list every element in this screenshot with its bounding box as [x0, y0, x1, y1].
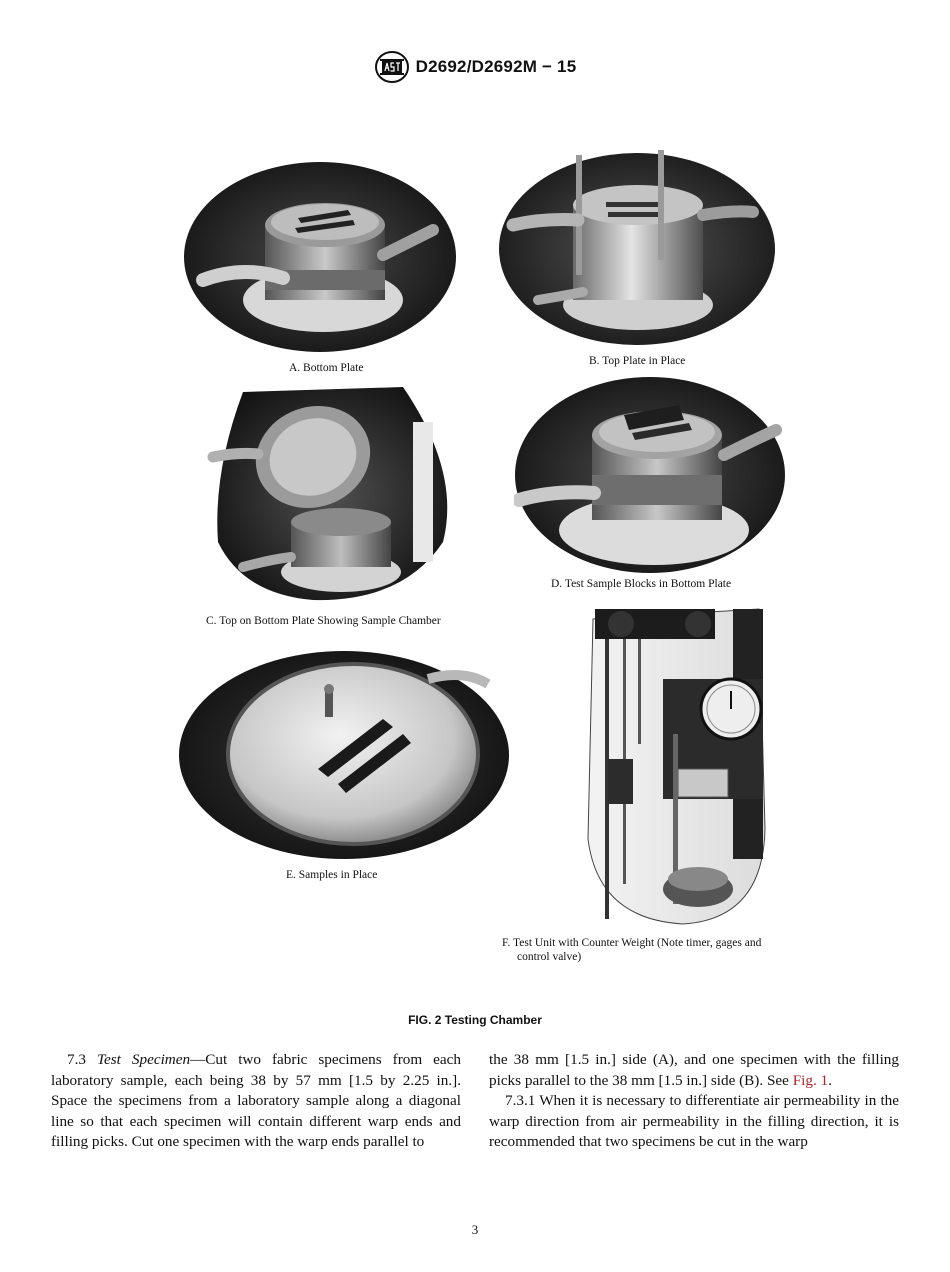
- photo-sample-blocks: [514, 375, 786, 575]
- section-title: Test Specimen: [96, 1051, 191, 1068]
- fig-1-link[interactable]: Fig. 1: [792, 1071, 829, 1089]
- paragraph-7-3: [51, 1050, 461, 1153]
- photo-sample-chamber: [203, 382, 461, 604]
- caption-c: C. Top on Bottom Plate Showing Sample Chamber: [206, 615, 441, 627]
- paragraph-7-3-1: 7.3.1 When it is necessary to differentiate air permeability in the warp direction from air permeability in the filling direction, it is recommended that two specimens be cut in the warp: [489, 1092, 899, 1151]
- document-id: D2692/D2692M − 15: [415, 57, 577, 76]
- caption-d: D. Test Sample Blocks in Bottom Plate: [551, 578, 732, 590]
- photo-top-plate-in-place: [498, 150, 776, 348]
- caption-f-line1: F. Test Unit with Counter Weight (Note timer, gages and: [502, 937, 762, 949]
- section-number: 7.3: [67, 1051, 86, 1068]
- section-text: —Cut two fabric specimens from each laboratory sample, each being 38 by 57 mm [1.5 by 2.25 in.]. Space the specimens from a laboratory sample along a diagonal line so that each specimen will contain different warp ends and filling picks. Cut one specimen with the warp ends parallel to: [51, 1051, 461, 1151]
- photo-bottom-plate: [183, 160, 458, 355]
- body-column-right: [489, 1050, 899, 1153]
- caption-b: B. Top Plate in Place: [589, 355, 686, 367]
- photo-samples-in-place: [178, 649, 510, 861]
- paragraph-7-3-continued: [489, 1050, 899, 1091]
- figure-title: FIG. 2 Testing Chamber: [408, 1013, 542, 1027]
- body-column-left: [51, 1050, 461, 1153]
- paragraph-text-end: .: [828, 1071, 832, 1089]
- page-number: 3: [471, 1222, 479, 1237]
- paragraph-text: the 38 mm [1.5 in.] side (A), and one specimen with the filling picks parallel to the 38 mm [1.5 in.] side (B). See: [489, 1051, 899, 1089]
- page-header: [0, 50, 950, 84]
- photo-test-unit: [583, 599, 769, 926]
- caption-e: E. Samples in Place: [286, 869, 378, 881]
- caption-a: A. Bottom Plate: [289, 362, 364, 374]
- astm-logo: [374, 50, 410, 84]
- caption-f-line2: control valve): [517, 951, 582, 963]
